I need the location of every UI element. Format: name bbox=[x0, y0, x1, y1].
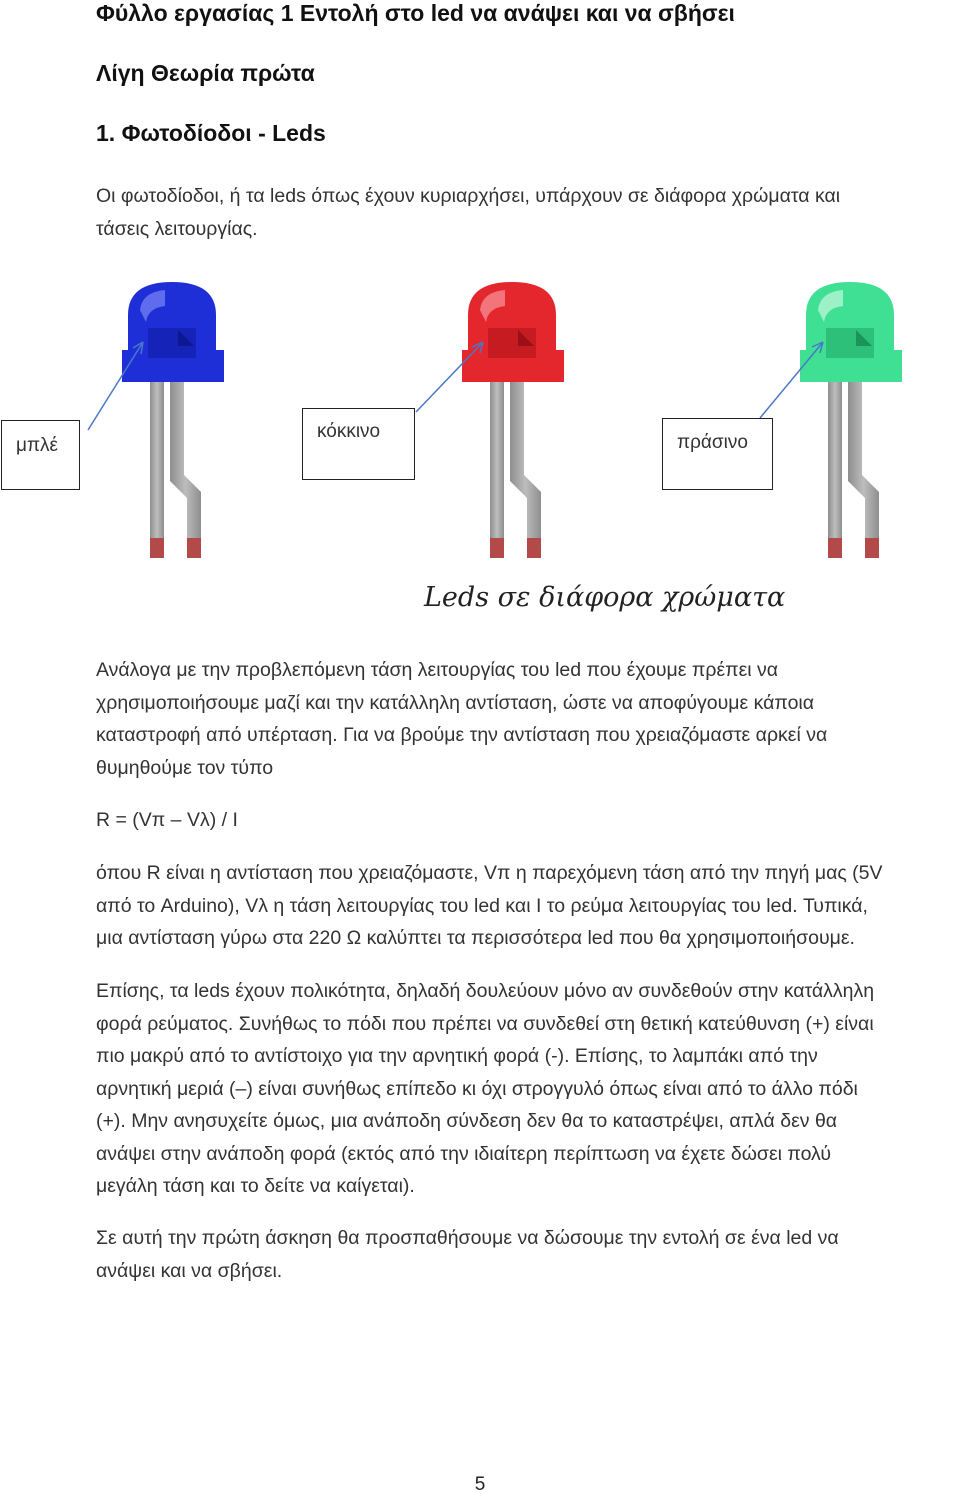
intro-paragraph bbox=[96, 180, 958, 245]
label-red bbox=[302, 408, 415, 480]
text-line: από το Arduino), Vλ η τάση λειτουργίας του led και I το ρεύμα λειτουργίας του led. Τυπικά, bbox=[96, 894, 868, 917]
green-led bbox=[760, 282, 902, 558]
text-line: Επίσης, τα leds έχουν πολικότητα, δηλαδή δουλεύουν μόνο αν συνδεθούν στην κατάλληλη bbox=[96, 980, 875, 1002]
label-red-text: κόκκινο bbox=[317, 421, 381, 442]
text-line: Ανάλογα με την προβλεπόμενη τάση λειτουργίας του led που έχουμε πρέπει να bbox=[96, 659, 779, 681]
text-line: ανάψει και να σβήσει. bbox=[96, 1259, 283, 1282]
text-line: πιο μακρύ από το αντίστοιχο για την αρνητική φορά (-). Επίσης, το λαμπάκι από την bbox=[96, 1045, 818, 1067]
figure-caption: Leds σε διάφορα χρώματα bbox=[424, 582, 786, 613]
text-line: καταστροφή από υπέρταση. Για να βρούμε την αντίσταση που χρειαζόμαστε αρκεί να bbox=[96, 724, 828, 746]
exercise-paragraph bbox=[96, 1222, 958, 1287]
formula bbox=[96, 804, 958, 837]
text-line: μια αντίσταση γύρω στα 220 Ω καλύπτει τα περισσότερα led που θα χρησιμοποιήσουμε. bbox=[96, 927, 855, 949]
label-green bbox=[662, 418, 773, 490]
blue-led bbox=[88, 282, 224, 558]
text-line: μεγάλη τάση και το δείτε να καίγεται). bbox=[96, 1175, 415, 1197]
label-blue bbox=[1, 420, 80, 490]
page-number: 5 bbox=[474, 1474, 486, 1495]
text-line: Οι φωτοδίοδοι, ή τα leds όπως έχουν κυριαρχήσει, υπάρχουν σε διάφορα χρώματα και bbox=[96, 185, 841, 207]
text-line: όπου R είναι η αντίσταση που χρειαζόμαστε, Vπ η παρεχόμενη τάση από την πηγή μας (5V bbox=[96, 862, 883, 884]
text-line: (+). Μην ανησυχείτε όμως, μια ανάποδη σύνδεση δεν θα το καταστρέψει, απλά δεν θα bbox=[96, 1110, 838, 1132]
label-blue-text: μπλέ bbox=[16, 435, 59, 456]
text-line: τάσεις λειτουργίας. bbox=[96, 217, 258, 240]
resistor-paragraph bbox=[96, 654, 958, 784]
theory-heading: Λίγη Θεωρία πρώτα bbox=[96, 60, 315, 86]
page-title: Φύλλο εργασίας 1 Εντολή στο led να ανάψει και να σβήσει bbox=[96, 0, 735, 26]
text-line: Σε αυτή την πρώτη άσκηση θα προσπαθήσουμε να δώσουμε την εντολή σε ένα led να bbox=[96, 1227, 839, 1249]
polarity-paragraph bbox=[96, 975, 958, 1203]
label-green-text: πράσινο bbox=[677, 432, 748, 453]
text-line: φορά ρεύματος. Συνήθως το πόδι που πρέπει να συνδεθεί στη θετική κατεύθυνση (+) είναι bbox=[96, 1012, 874, 1035]
formula-text: R = (Vπ – Vλ) / I bbox=[96, 809, 238, 831]
text-line: ανάψει στην ανάποδη φορά (εκτός από την ιδιαίτερη περίπτωση να έχετε δώσει πολύ bbox=[96, 1142, 831, 1165]
red-led bbox=[416, 282, 564, 558]
formula-explanation bbox=[96, 857, 958, 955]
text-line: χρησιμοποιήσουμε μαζί και την κατάλληλη αντίσταση, ώστε να αποφύγουμε κάποια bbox=[96, 691, 815, 714]
text-line: θυμηθούμε τον τύπο bbox=[96, 756, 274, 779]
section-heading: 1. Φωτοδίοδοι - Leds bbox=[96, 120, 326, 146]
text-line: αρνητική μεριά (–) είναι συνήθως επίπεδο κι όχι στρογγυλό όπως είναι από το άλλο πόδι bbox=[96, 1077, 858, 1100]
